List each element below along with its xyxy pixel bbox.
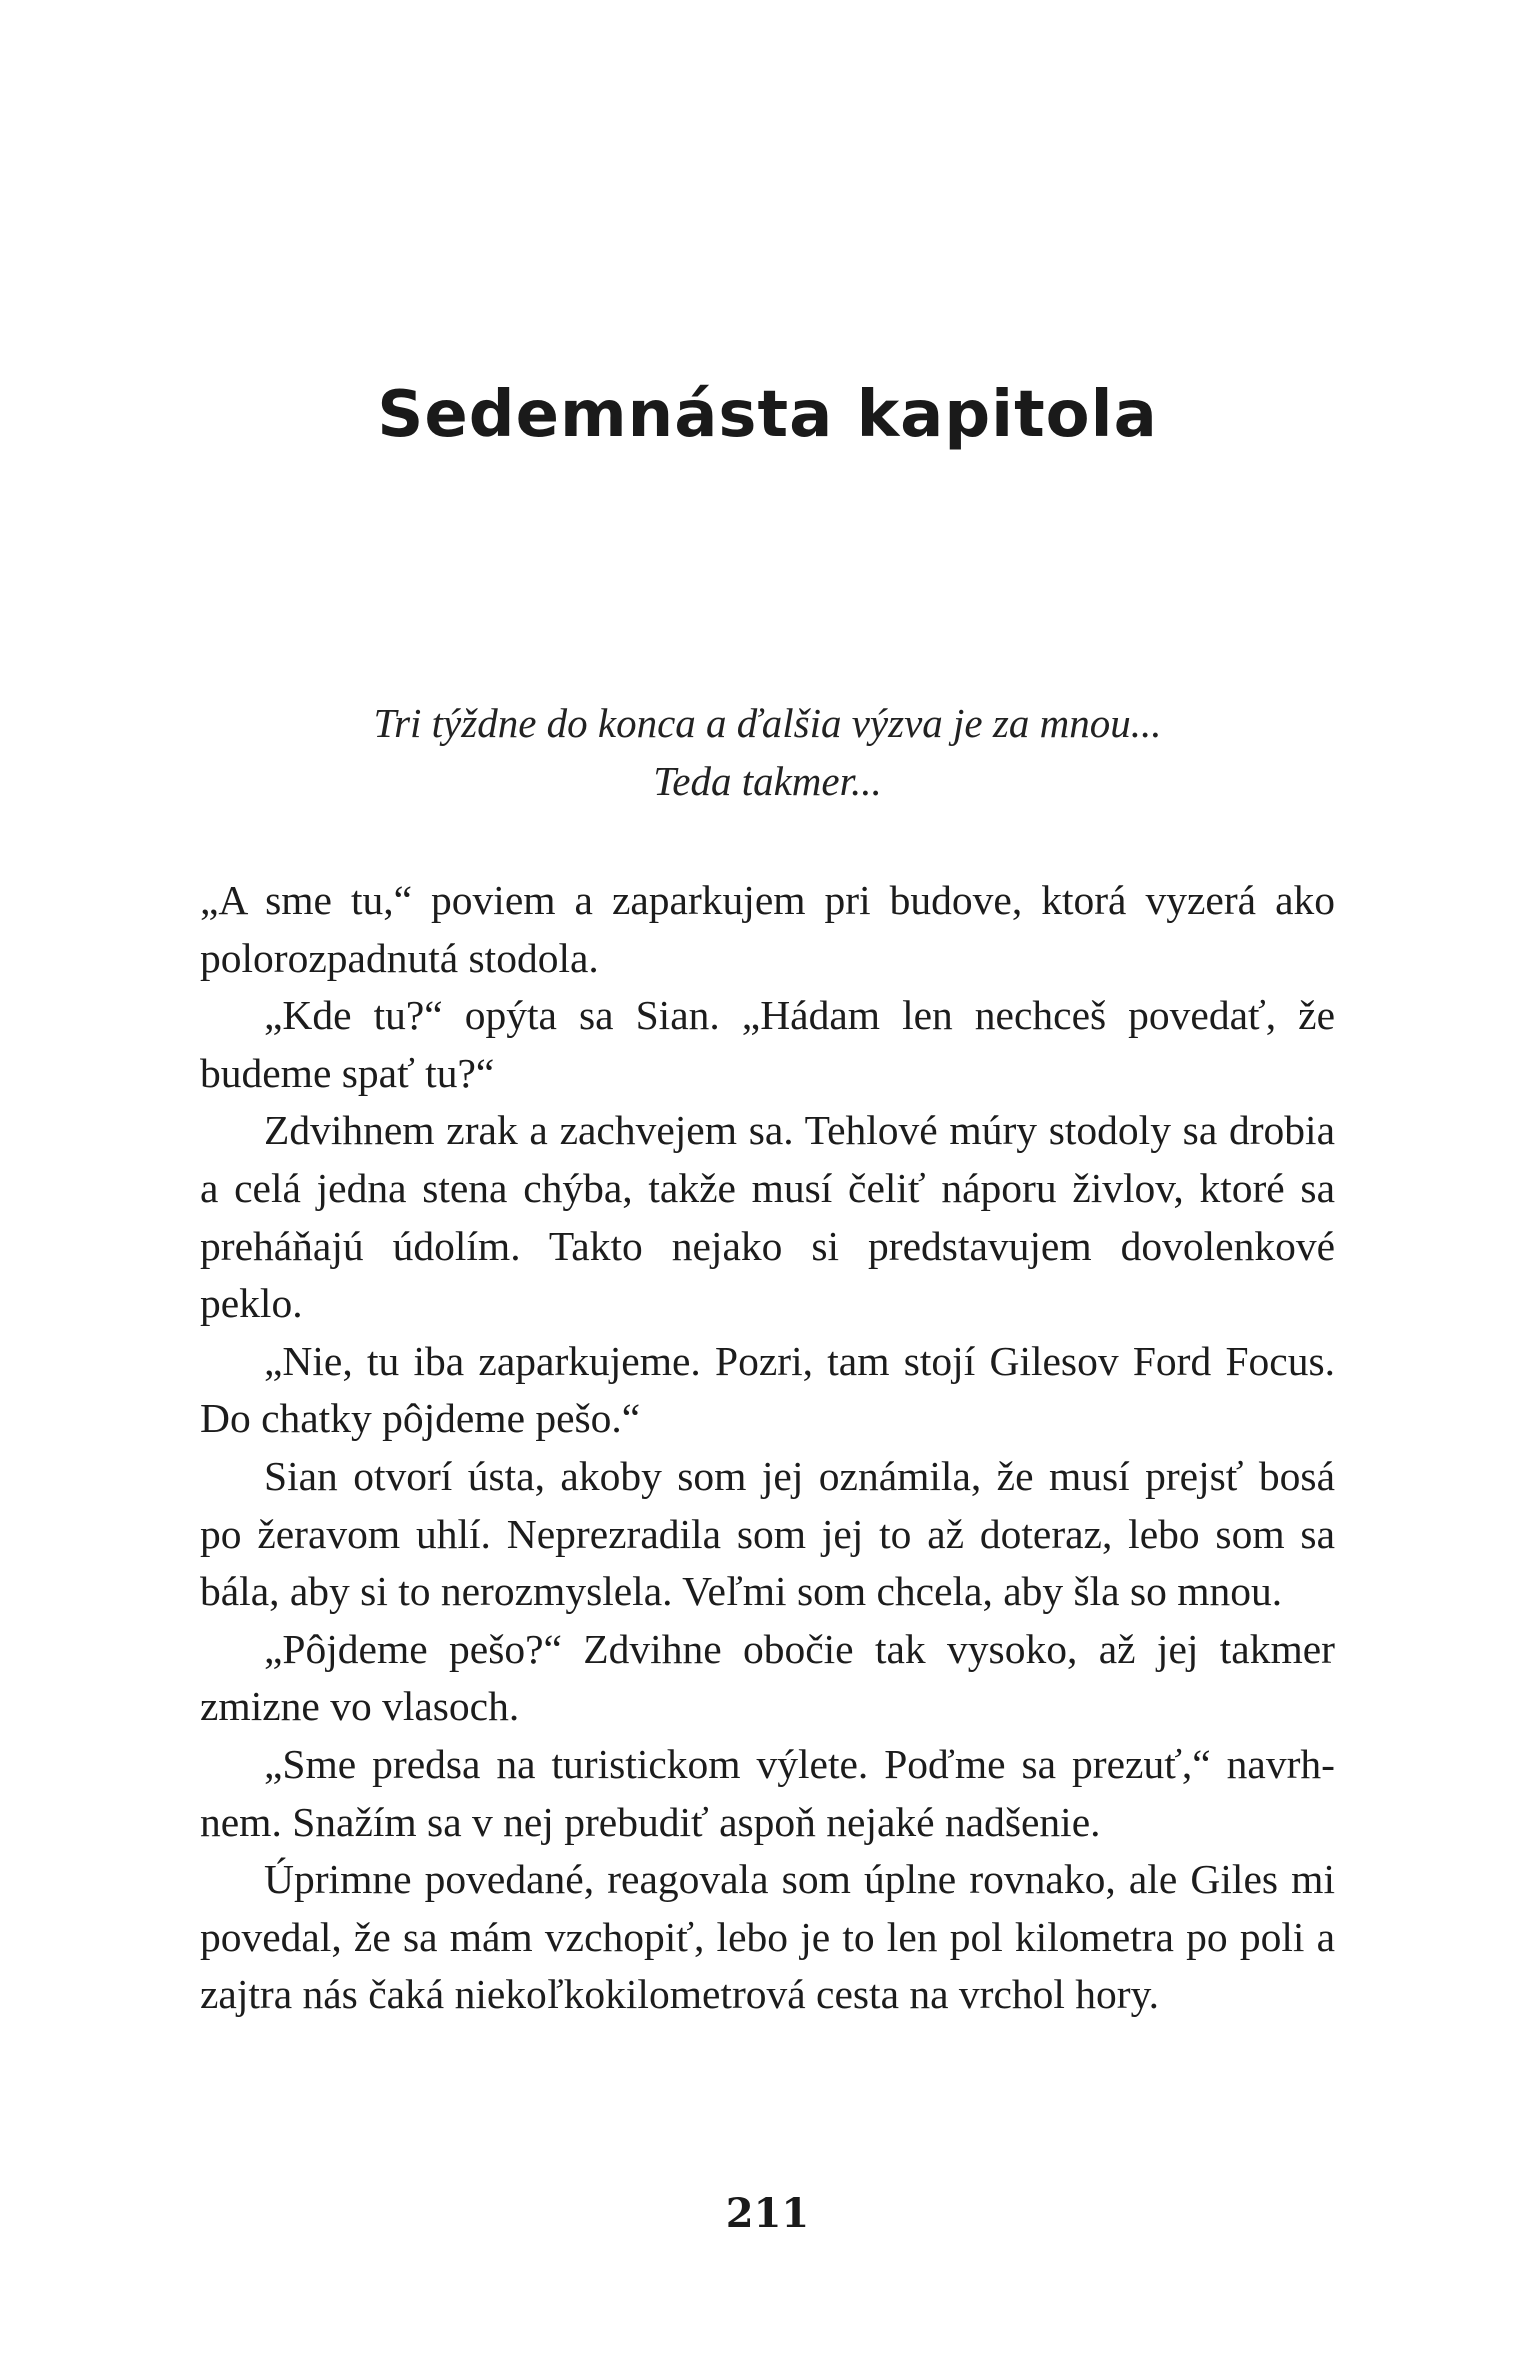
chapter-body bbox=[200, 872, 1335, 2024]
paragraph: Sian otvorí ústa, akoby som jej oznámila, že musí prejsť bosá po žeravom uhlí. Neprezradila som jej to až doteraz, lebo som sa bála, aby si to nerozmyslela. Veľmi som chcela, aby šla so mnou. bbox=[200, 1452, 1335, 1615]
chapter-title: Sedemnásta kapitola bbox=[377, 378, 1158, 452]
paragraph: „Pôjdeme pešo?“ Zdvihne obočie tak vysoko, až jej takmer zmizne vo vlasoch. bbox=[200, 1625, 1335, 1730]
epigraph-line: Tri týždne do konca a ďalšia výzva je za mnou... bbox=[373, 700, 1162, 746]
paragraph: „Kde tu?“ opýta sa Sian. „Hádam len nechceš povedať, že budeme spať tu?“ bbox=[200, 992, 1335, 1096]
paragraph: „Sme predsa na turistickom výlete. Poďme sa prezuť,“ navrhnem. Snažím sa v nej prebudiť aspoň nejaké nadšenie. bbox=[200, 1740, 1335, 1845]
page-number: 211 bbox=[725, 2190, 810, 2237]
paragraph: „Nie, tu iba zaparkujeme. Pozri, tam stojí Gilesov Ford Focus. Do chatky pôjdeme pešo.“ bbox=[200, 1337, 1335, 1442]
epigraph bbox=[200, 694, 1335, 810]
paragraph: Úprimne povedané, reagovala som úplne rovnako, ale Giles mi povedal, že sa mám vzchopiť, lebo je to len pol kilometra po poli a zajtra nás čaká niekoľkokilometrová cesta na vrchol hory. bbox=[200, 1856, 1335, 2018]
paragraph: „A sme tu,“ poviem a zaparkujem pri budove, ktorá vyzerá ako polorozpadnutá stodola. bbox=[200, 877, 1335, 981]
paragraph: Zdvihnem zrak a zachvejem sa. Tehlové múry stodoly sa drobia a celá jedna stena chýba, takže musí čeliť náporu živlov, ktoré sa preháňajú údolím. Takto nejako si predstavujem dovolenkové peklo. bbox=[200, 1107, 1335, 1327]
epigraph-line: Teda takmer... bbox=[653, 758, 882, 804]
